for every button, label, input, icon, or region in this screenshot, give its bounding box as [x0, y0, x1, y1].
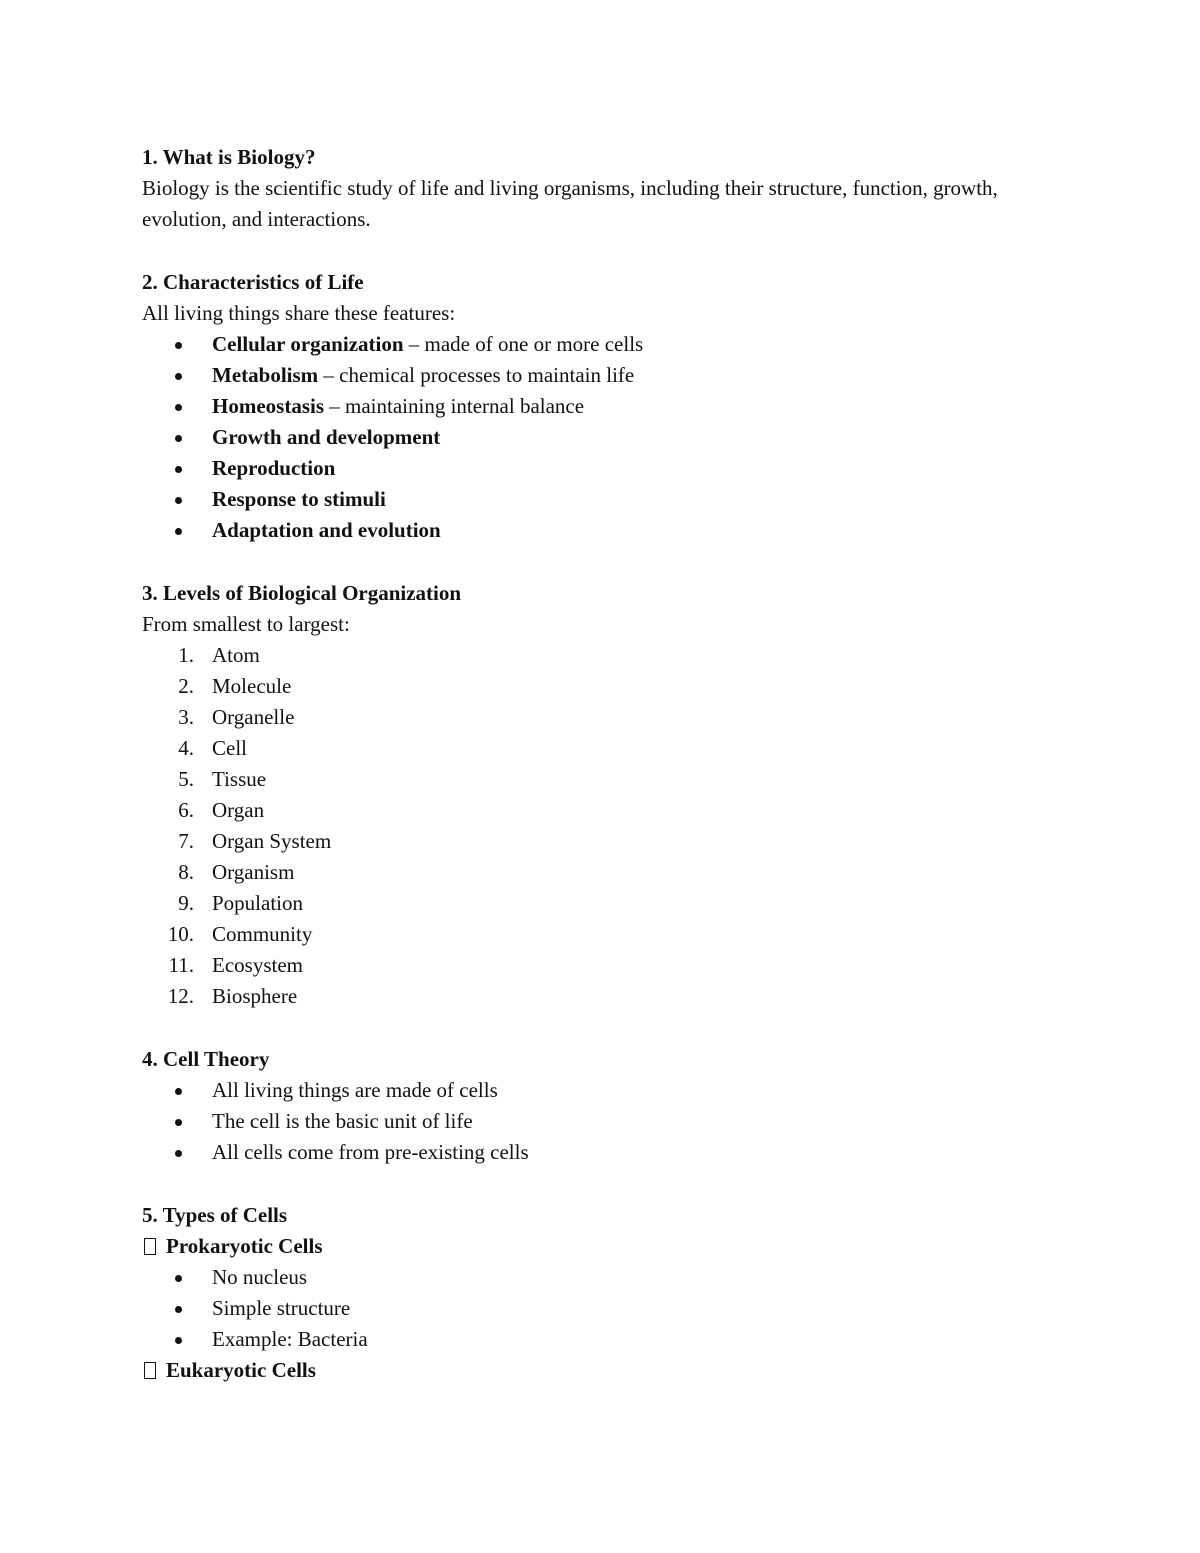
list-item: [142, 826, 1062, 857]
list-item: [142, 950, 1062, 981]
level-number: 5.: [178, 767, 194, 791]
characteristic-term: Cellular organization: [212, 332, 404, 356]
characteristic-term: Growth and development: [212, 425, 441, 449]
list-item: [142, 422, 1062, 453]
list-item: [142, 702, 1062, 733]
level-number: 1.: [178, 643, 194, 667]
list-item: [142, 329, 1062, 360]
characteristic-term: Metabolism: [212, 363, 319, 387]
list-item: [142, 764, 1062, 795]
list-item: [142, 360, 1062, 391]
list-item: Simple structure: [142, 1293, 1062, 1324]
list-item: [142, 888, 1062, 919]
characteristic-desc: – maintaining internal balance: [324, 394, 585, 418]
eukaryotic-title: Eukaryotic Cells: [166, 1358, 316, 1382]
levels-intro: From smallest to largest:: [142, 612, 350, 636]
subheading-prokaryotic: [142, 1231, 1062, 1262]
levels-list: [142, 640, 1062, 1012]
level-label: Biosphere: [212, 984, 298, 1008]
level-number: 8.: [178, 860, 194, 884]
level-label: Organ System: [212, 829, 332, 853]
section-heading-what-is-biology: 1. What is Biology?: [142, 145, 316, 169]
subheading-eukaryotic: [142, 1355, 1062, 1386]
list-item: [142, 857, 1062, 888]
list-item: All cells come from pre-existing cells: [142, 1137, 1062, 1168]
section-heading-levels: 3. Levels of Biological Organization: [142, 581, 462, 605]
section-heading-types-of-cells: 5. Types of Cells: [142, 1203, 288, 1227]
characteristic-term: Adaptation and evolution: [212, 518, 441, 542]
level-number: 6.: [178, 798, 194, 822]
list-item: [142, 391, 1062, 422]
spacer: [142, 1168, 1062, 1200]
level-label: Ecosystem: [212, 953, 303, 977]
list-item: [142, 515, 1062, 546]
cell-theory-list: [142, 1075, 1062, 1168]
prokaryotic-title: Prokaryotic Cells: [166, 1234, 323, 1258]
list-item: [142, 484, 1062, 515]
level-label: Community: [212, 922, 313, 946]
list-item: [142, 733, 1062, 764]
characteristic-term: Response to stimuli: [212, 487, 386, 511]
list-item: All living things are made of cells: [142, 1075, 1062, 1106]
list-item: [142, 671, 1062, 702]
document-page: [142, 142, 1062, 1386]
spacer: [142, 235, 1062, 267]
level-label: Molecule: [212, 674, 292, 698]
prokaryotic-list: [142, 1262, 1062, 1355]
level-number: 10.: [167, 922, 194, 946]
section-heading-cell-theory: 4. Cell Theory: [142, 1047, 270, 1071]
characteristic-term: Reproduction: [212, 456, 336, 480]
spacer: [142, 1012, 1062, 1044]
spacer: [142, 546, 1062, 578]
list-item: [142, 453, 1062, 484]
placeholder-box-icon: [144, 1362, 156, 1379]
characteristic-desc: – chemical processes to maintain life: [318, 363, 635, 387]
biology-definition: Biology is the scientific study of life and living organisms, including their structure, function, growth, evolution, and interactions.: [142, 176, 998, 231]
level-number: 11.: [168, 953, 194, 977]
level-label: Cell: [212, 736, 247, 760]
list-item: Example: Bacteria: [142, 1324, 1062, 1355]
characteristic-desc: – made of one or more cells: [403, 332, 644, 356]
level-number: 9.: [178, 891, 194, 915]
list-item: [142, 795, 1062, 826]
characteristics-intro: All living things share these features:: [142, 301, 456, 325]
level-number: 12.: [167, 984, 194, 1008]
list-item: The cell is the basic unit of life: [142, 1106, 1062, 1137]
list-item: [142, 919, 1062, 950]
list-item: [142, 640, 1062, 671]
list-item: [142, 981, 1062, 1012]
characteristics-list: [142, 329, 1062, 546]
placeholder-box-icon: [144, 1238, 156, 1255]
section-heading-characteristics: 2. Characteristics of Life: [142, 270, 364, 294]
level-label: Organ: [212, 798, 265, 822]
level-number: 2.: [178, 674, 194, 698]
level-label: Tissue: [212, 767, 267, 791]
level-label: Atom: [212, 643, 260, 667]
list-item: No nucleus: [142, 1262, 1062, 1293]
characteristic-term: Homeostasis: [212, 394, 324, 418]
level-label: Organism: [212, 860, 295, 884]
level-label: Organelle: [212, 705, 295, 729]
level-number: 4.: [178, 736, 194, 760]
level-label: Population: [212, 891, 304, 915]
level-number: 3.: [178, 705, 194, 729]
level-number: 7.: [178, 829, 194, 853]
